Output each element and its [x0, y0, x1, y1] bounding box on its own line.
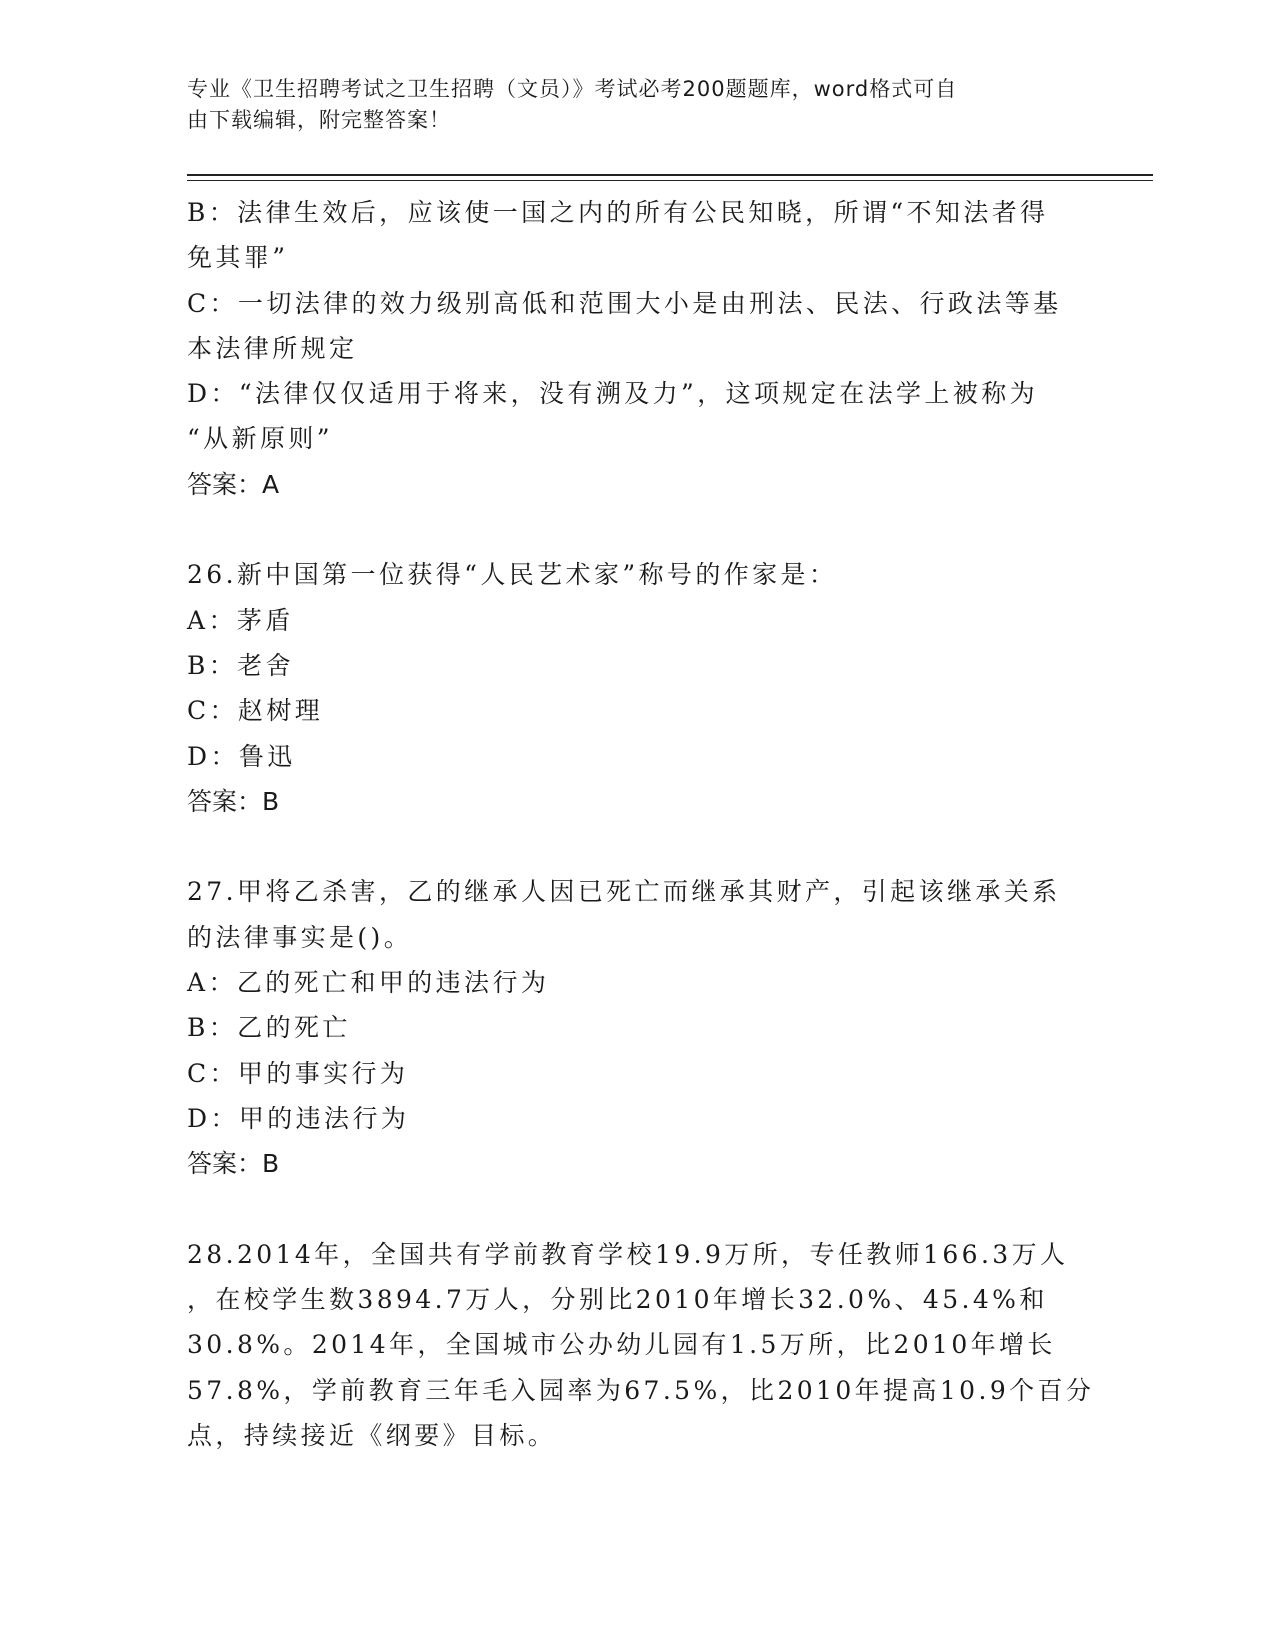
q27-answer: 答案：B — [187, 1149, 280, 1179]
q25-answer: 答案：A — [187, 469, 280, 499]
header-rule-thick — [187, 174, 1153, 176]
header-line-2: 由下载编辑，附完整答案！ — [187, 108, 451, 132]
q25-option-c-line-2: 本法律所规定 — [187, 333, 358, 363]
document-body — [187, 190, 1095, 1458]
q26-question: 26.新中国第一位获得“人民艺术家”称号的作家是： — [187, 560, 838, 590]
document-header — [187, 74, 1067, 136]
spacer — [187, 507, 1077, 552]
q25-option-b-line-1: B：法律生效后，应该使一国之内的所有公民知晓，所谓“不知法者得 — [187, 198, 1049, 227]
q25-option-d-line-1: D：“法律仅仅适用于将来，没有溯及力”，这项规定在法学上被称为 — [187, 379, 1039, 409]
q25-option-c-line-1: C：一切法律的效力级别高低和范围大小是由刑法、民法、行政法等基 — [187, 288, 1062, 318]
q25-option-d-line-2: “从新原则” — [187, 424, 333, 454]
q27-option-a: A：乙的死亡和甲的违法行为 — [187, 968, 550, 998]
q26-option-a: A：茅盾 — [187, 605, 294, 635]
spacer — [187, 824, 1077, 869]
q26-option-c: C：赵树理 — [187, 696, 324, 726]
header-rule-thin — [187, 180, 1153, 181]
q28-text-line-2: ，在校学生数3894.7万人，分别比2010年增长32.0%、45.4%和 — [187, 1285, 1048, 1315]
q25-option-b-line-2: 免其罪” — [187, 243, 289, 273]
q26-option-d: D：鲁迅 — [187, 741, 296, 771]
q28-text-line-3: 30.8%。2014年，全国城市公办幼儿园有1.5万所，比2010年增长 — [187, 1330, 1056, 1360]
q27-option-c: C：甲的事实行为 — [187, 1058, 409, 1088]
q27-option-b: B：乙的死亡 — [187, 1013, 351, 1043]
q28-text-line-1: 28.2014年，全国共有学前教育学校19.9万所，专任教师166.3万人 — [187, 1239, 1069, 1269]
q27-option-d: D：甲的违法行为 — [187, 1103, 410, 1133]
q27-question-line-2: 的法律事实是()。 — [187, 922, 413, 952]
spacer — [187, 1187, 1077, 1232]
q27-question-line-1: 27.甲将乙杀害，乙的继承人因已死亡而继承其财产，引起该继承关系 — [187, 877, 1061, 907]
q28-text-line-4: 57.8%，学前教育三年毛入园率为67.5%，比2010年提高10.9个百分 — [187, 1375, 1095, 1405]
q28-text-line-5: 点，持续接近《纲要》目标。 — [187, 1421, 557, 1451]
header-line-1: 专业《卫生招聘考试之卫生招聘（文员）》考试必考200题题库，word格式可自 — [187, 77, 958, 101]
q26-option-b: B：老舍 — [187, 650, 294, 680]
q26-answer: 答案：B — [187, 786, 280, 816]
